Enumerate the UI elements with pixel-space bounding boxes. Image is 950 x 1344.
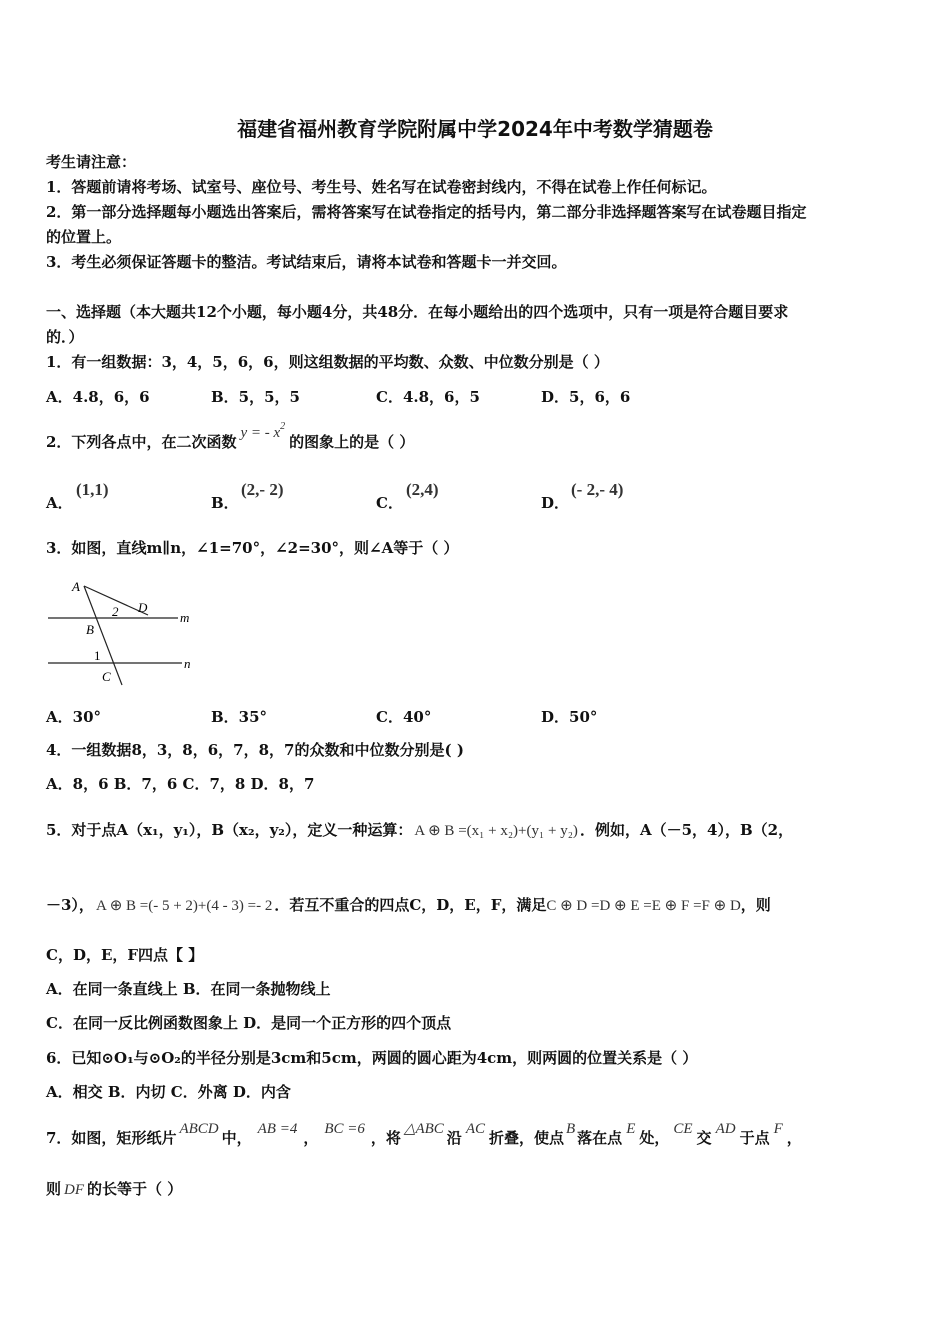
label-a: A: [72, 579, 80, 594]
q7-math-ad: AD: [715, 1121, 736, 1137]
notice-item-1: 1．答题前请将考场、试室号、座位号、考生号、姓名写在试卷密封线内，不得在试卷上作任何标记。: [46, 178, 717, 196]
q3-figure: [44, 575, 204, 690]
q7-text-6: 折叠，使点: [488, 1129, 564, 1147]
label-b: B: [86, 622, 94, 637]
q2-formula: [240, 421, 286, 441]
notice-item-2-cont: 的位置上。: [46, 228, 122, 246]
page-title: 福建省福州教育学院附属中学2024年中考数学猜题卷: [237, 117, 713, 141]
label-c: C: [102, 669, 111, 684]
q7-math-ce: CE: [673, 1121, 693, 1137]
q2-option-c-point: (2,4): [406, 480, 439, 499]
q3-option-a: A．30°: [46, 708, 102, 726]
q2-option-d-point: (- 2,- 4): [571, 480, 624, 499]
q7-text-11: ，: [786, 1129, 802, 1147]
q2-option-d-label: D．: [541, 494, 570, 512]
q6-options: A．相交 B．内切 C．外离 D．内含: [46, 1083, 291, 1101]
q5-stem-line-2: [46, 895, 910, 916]
q7-text-8: 处，: [639, 1129, 670, 1147]
q7-text-5: 沿: [446, 1129, 462, 1147]
q5-line2-text-b: ．若互不重合的四点C，D，E，F，满足: [274, 896, 547, 914]
q7-text-2: 中，: [221, 1129, 252, 1147]
q5-stem-line-1: [46, 820, 910, 841]
q2-stem: [46, 421, 910, 455]
q3-stem: 3．如图，直线m∥n，∠1=70°，∠2=30°，则∠A等于（ ）: [46, 539, 459, 557]
q6-stem: 6．已知⊙O₁与⊙O₂的半径分别是3cm和5cm，两圆的圆心距为4cm，则两圆的位置关系是（ ）: [46, 1049, 698, 1067]
q2-option-c-label: C．: [376, 494, 403, 512]
q4-stem: 4．一组数据8，3，8，6，7，8，7的众数和中位数分别是( ): [46, 741, 464, 759]
q1-stem: 1．有一组数据：3，4，5，6，6，则这组数据的平均数、众数、中位数分别是（ ）: [46, 353, 609, 371]
q7-stem-line-2: [46, 1179, 910, 1200]
q7-math-e: E: [626, 1121, 636, 1137]
q5-formula-example: A ⊕ B =(- 5 + 2)+(4 - 3) =- 2: [95, 898, 273, 914]
q7-text-9: 交: [696, 1129, 712, 1147]
q1-option-d: D．5，6，6: [541, 388, 631, 406]
q7-math-ab: AB =4: [257, 1121, 298, 1137]
notice-item-3: 3．考生必须保证答题卡的整洁。考试结束后，请将本试卷和答题卡一并交回。: [46, 253, 567, 271]
label-n: n: [184, 656, 191, 671]
q5-options-2: C．在同一反比例函数图象上 D．是同一个正方形的四个顶点: [46, 1014, 452, 1032]
section-heading-2: 的．）: [46, 328, 84, 346]
q7-text-4: ，将: [370, 1129, 401, 1147]
q3-option-c: C．40°: [376, 708, 432, 726]
label-angle-2: 2: [112, 604, 119, 619]
q5-stem-line-3: C，D，E，F四点【 】: [46, 946, 204, 964]
notice-item-2: 2．第一部分选择题每小题选出答案后，需将答案写在试卷指定的括号内，第二部分非选择题答案写在试卷题目指定: [46, 203, 807, 221]
q7-math-triangle: △ABC: [403, 1121, 444, 1137]
q5-stem-text-a: 5．对于点A（x₁，y₁），B（x₂，y₂），定义一种运算：: [46, 821, 413, 839]
q2-formula-base: y = - x: [240, 425, 281, 441]
q3-option-d: D．50°: [541, 708, 598, 726]
q2-option-a-label: A．: [46, 494, 73, 512]
q4-options: A．8，6 B．7，6 C．7，8 D．8，7: [46, 775, 315, 793]
q1-option-b: B．5，5，5: [211, 388, 300, 406]
notice-heading: 考生请注意：: [46, 153, 137, 171]
label-angle-1: 1: [94, 648, 101, 663]
q7-text-1: 7．如图，矩形纸片: [46, 1129, 177, 1147]
q5-line2-text-a: －3），: [46, 896, 94, 914]
q2-stem-text-b: 的图象上的是（ ）: [289, 433, 415, 451]
q7-math-df: DF: [64, 1182, 85, 1198]
q7-line2-text-a: 则: [46, 1180, 62, 1198]
q7-stem-line-1: [46, 1121, 910, 1149]
q5-formula-condition: C ⊕ D =D ⊕ E =E ⊕ F =F ⊕ D: [546, 898, 741, 914]
q2-option-b-label: B．: [211, 494, 239, 512]
q7-math-abcd: ABCD: [179, 1121, 219, 1137]
q2-option-a-point: (1,1): [76, 480, 109, 499]
q5-stem-text-b: ．例如，A（－5，4），B（2，: [579, 821, 794, 839]
q7-math-b: B: [566, 1121, 576, 1137]
q7-text-7: 落在点: [577, 1129, 623, 1147]
q2-option-b-point: (2,- 2): [241, 480, 284, 499]
q2-stem-text-a: 2．下列各点中，在二次函数: [46, 433, 237, 451]
q7-line2-text-b: 的长等于（ ）: [87, 1180, 183, 1198]
q5-options-1: A．在同一条直线上 B．在同一条抛物线上: [46, 980, 331, 998]
q5-formula-definition: A ⊕ B =(x₁ + x₂)+(y₁ + y₂): [414, 823, 578, 839]
label-d: D: [138, 600, 148, 615]
q2-formula-exponent: 2: [280, 421, 286, 432]
q5-line2-text-c: ，则: [740, 896, 771, 914]
q7-math-ac: AC: [465, 1121, 485, 1137]
q7-text-3: ，: [303, 1129, 319, 1147]
q1-option-c: C．4.8，6，5: [376, 388, 480, 406]
q7-math-bc: BC =6: [324, 1121, 365, 1137]
label-m: m: [180, 610, 190, 625]
q3-option-b: B．35°: [211, 708, 268, 726]
q7-math-f: F: [773, 1121, 783, 1137]
q7-text-10: 于点: [739, 1129, 770, 1147]
q1-option-a: A．4.8，6，6: [46, 388, 150, 406]
section-heading-1: 一、选择题（本大题共12个小题，每小题4分，共48分．在每小题给出的四个选项中，只有一项是符合题目要求: [46, 303, 789, 321]
